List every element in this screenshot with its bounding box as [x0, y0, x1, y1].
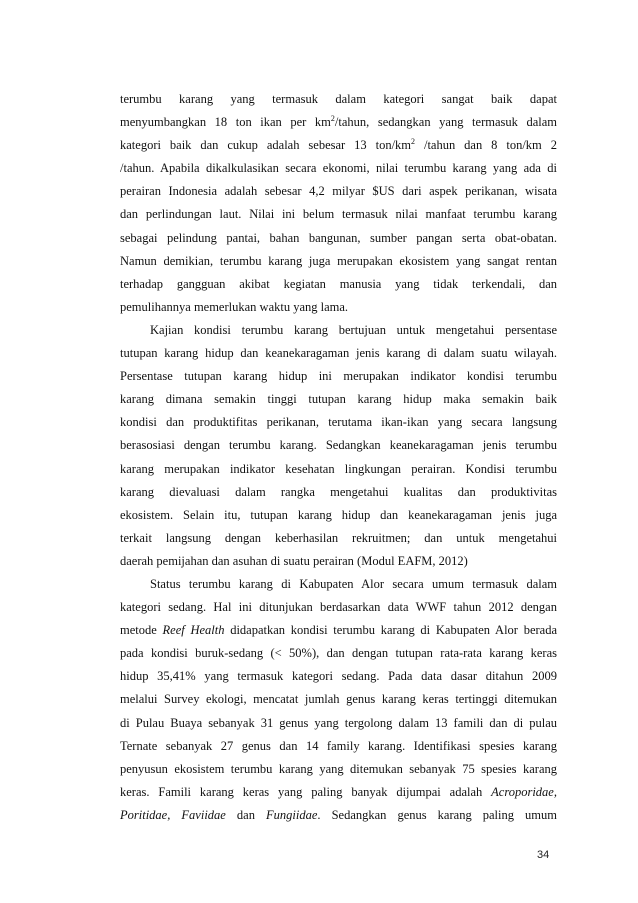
text-line: karang dievaluasi dalam rangka mengetahui kualitas dan produktivitas: [120, 484, 557, 499]
text-line: Ternate sebanyak 27 genus dan 14 family karang. Identifikasi spesies karang: [120, 738, 557, 753]
text-line: kondisi dan produktifitas perikanan, terutama ikan-ikan yang secara langsung: [120, 415, 557, 430]
body-text: [120, 88, 557, 827]
text-line: keras. Famili karang keras yang paling banyak dijumpai adalah Acroporidae,: [120, 784, 557, 799]
text-line: perairan Indonesia adalah sebesar 4,2 milyar $US dari aspek perikanan, wisata: [120, 184, 557, 199]
text-line: Namun demikian, terumbu karang juga merupakan ekosistem yang sangat rentan: [120, 253, 557, 268]
italic-term: Faviidae: [181, 807, 226, 822]
paragraph-2: [120, 319, 557, 573]
text-line: dan perlindungan laut. Nilai ini belum termasuk nilai manfaat terumbu karang: [120, 207, 557, 222]
text-line: di Pulau Buaya sebanyak 31 genus yang tergolong dalam 13 famili dan di pulau: [120, 715, 557, 730]
text-line: tutupan karang hidup dan keanekaragaman jenis karang di dalam suatu wilayah.: [120, 346, 557, 361]
text-line: melalui Survey ekologi, mencatat jumlah genus karang keras tertinggi ditemukan: [120, 692, 557, 707]
superscript: 2: [411, 137, 416, 147]
page-number: 34: [537, 849, 550, 861]
text-line: menyumbangkan 18 ton ikan per $km^2$/tahun, sedangkan yang termasuk dalam: [120, 113, 557, 130]
text-line: kategori sedang. Hal ini ditunjukan berdasarkan data WWF tahun 2012 dengan: [120, 600, 557, 615]
text-line: /tahun. Apabila dikalkulasikan secara ekonomi, nilai terumbu karang yang ada di: [120, 161, 557, 176]
text-line: terkait langsung dengan keberhasilan rekruitmen; dan untuk mengetahui: [120, 530, 557, 545]
text-line: sebagai pelindung pantai, bahan bangunan, sumber pangan serta obat-obatan.: [120, 230, 557, 245]
paragraph-1: [120, 88, 557, 319]
text-line: hidup 35,41% yang termasuk kategori sedang. Pada data dasar ditahun 2009: [120, 669, 557, 684]
text-line: metode Reef Health didapatkan kondisi terumbu karang di Kabupaten Alor berada: [120, 623, 557, 638]
paragraph-3: [120, 573, 557, 827]
text-line: karang merupakan indikator kesehatan lingkungan perairan. Kondisi terumbu: [120, 461, 557, 476]
superscript: 2: [330, 113, 335, 123]
text-line: Persentase tutupan karang hidup ini merupakan indikator kondisi terumbu: [120, 369, 557, 384]
text-line: kategori baik dan cukup adalah sebesar 13 ton/$km^2$ /tahun dan 8 ton/km 2: [120, 137, 557, 153]
text-line: Kajian kondisi terumbu karang bertujuan untuk mengetahui persentase: [150, 322, 557, 337]
text-line: karang dimana semakin tinggi tutupan karang hidup maka semakin baik: [120, 392, 557, 407]
text-line: penyusun ekosistem terumbu karang yang ditemukan sebanyak 75 spesies karang: [120, 761, 557, 776]
text-line: pada kondisi buruk-sedang (< 50%), dan dengan tutupan rata-rata karang keras: [120, 646, 557, 661]
text-line: pemulihannya memerlukan waktu yang lama.: [120, 299, 349, 314]
text-line: ekosistem. Selain itu, tutupan karang hidup dan keanekaragaman jenis juga: [120, 507, 557, 522]
text-line: daerah pemijahan dan asuhan di suatu perairan (Modul EAFM, 2012): [120, 553, 468, 568]
text-line: berasosiasi dengan terumbu karang. Sedangkan keanekaragaman jenis terumbu: [120, 438, 557, 453]
italic-term: Fungiidae: [266, 807, 318, 822]
italic-term: Acroporidae,: [491, 784, 557, 799]
italic-term: Reef Health: [162, 623, 225, 638]
text-line: terumbu karang yang termasuk dalam kategori sangat baik dapat: [120, 92, 557, 106]
text-line: terhadap gangguan akibat kegiatan manusia yang tidak terkendali, dan: [120, 276, 557, 291]
text-line: Status terumbu karang di Kabupaten Alor secara umum termasuk dalam: [150, 576, 557, 591]
text-line: Poritidae, Faviidae dan Fungiidae. Sedangkan genus karang paling umum: [120, 807, 557, 822]
italic-term: Poritidae,: [120, 807, 171, 822]
